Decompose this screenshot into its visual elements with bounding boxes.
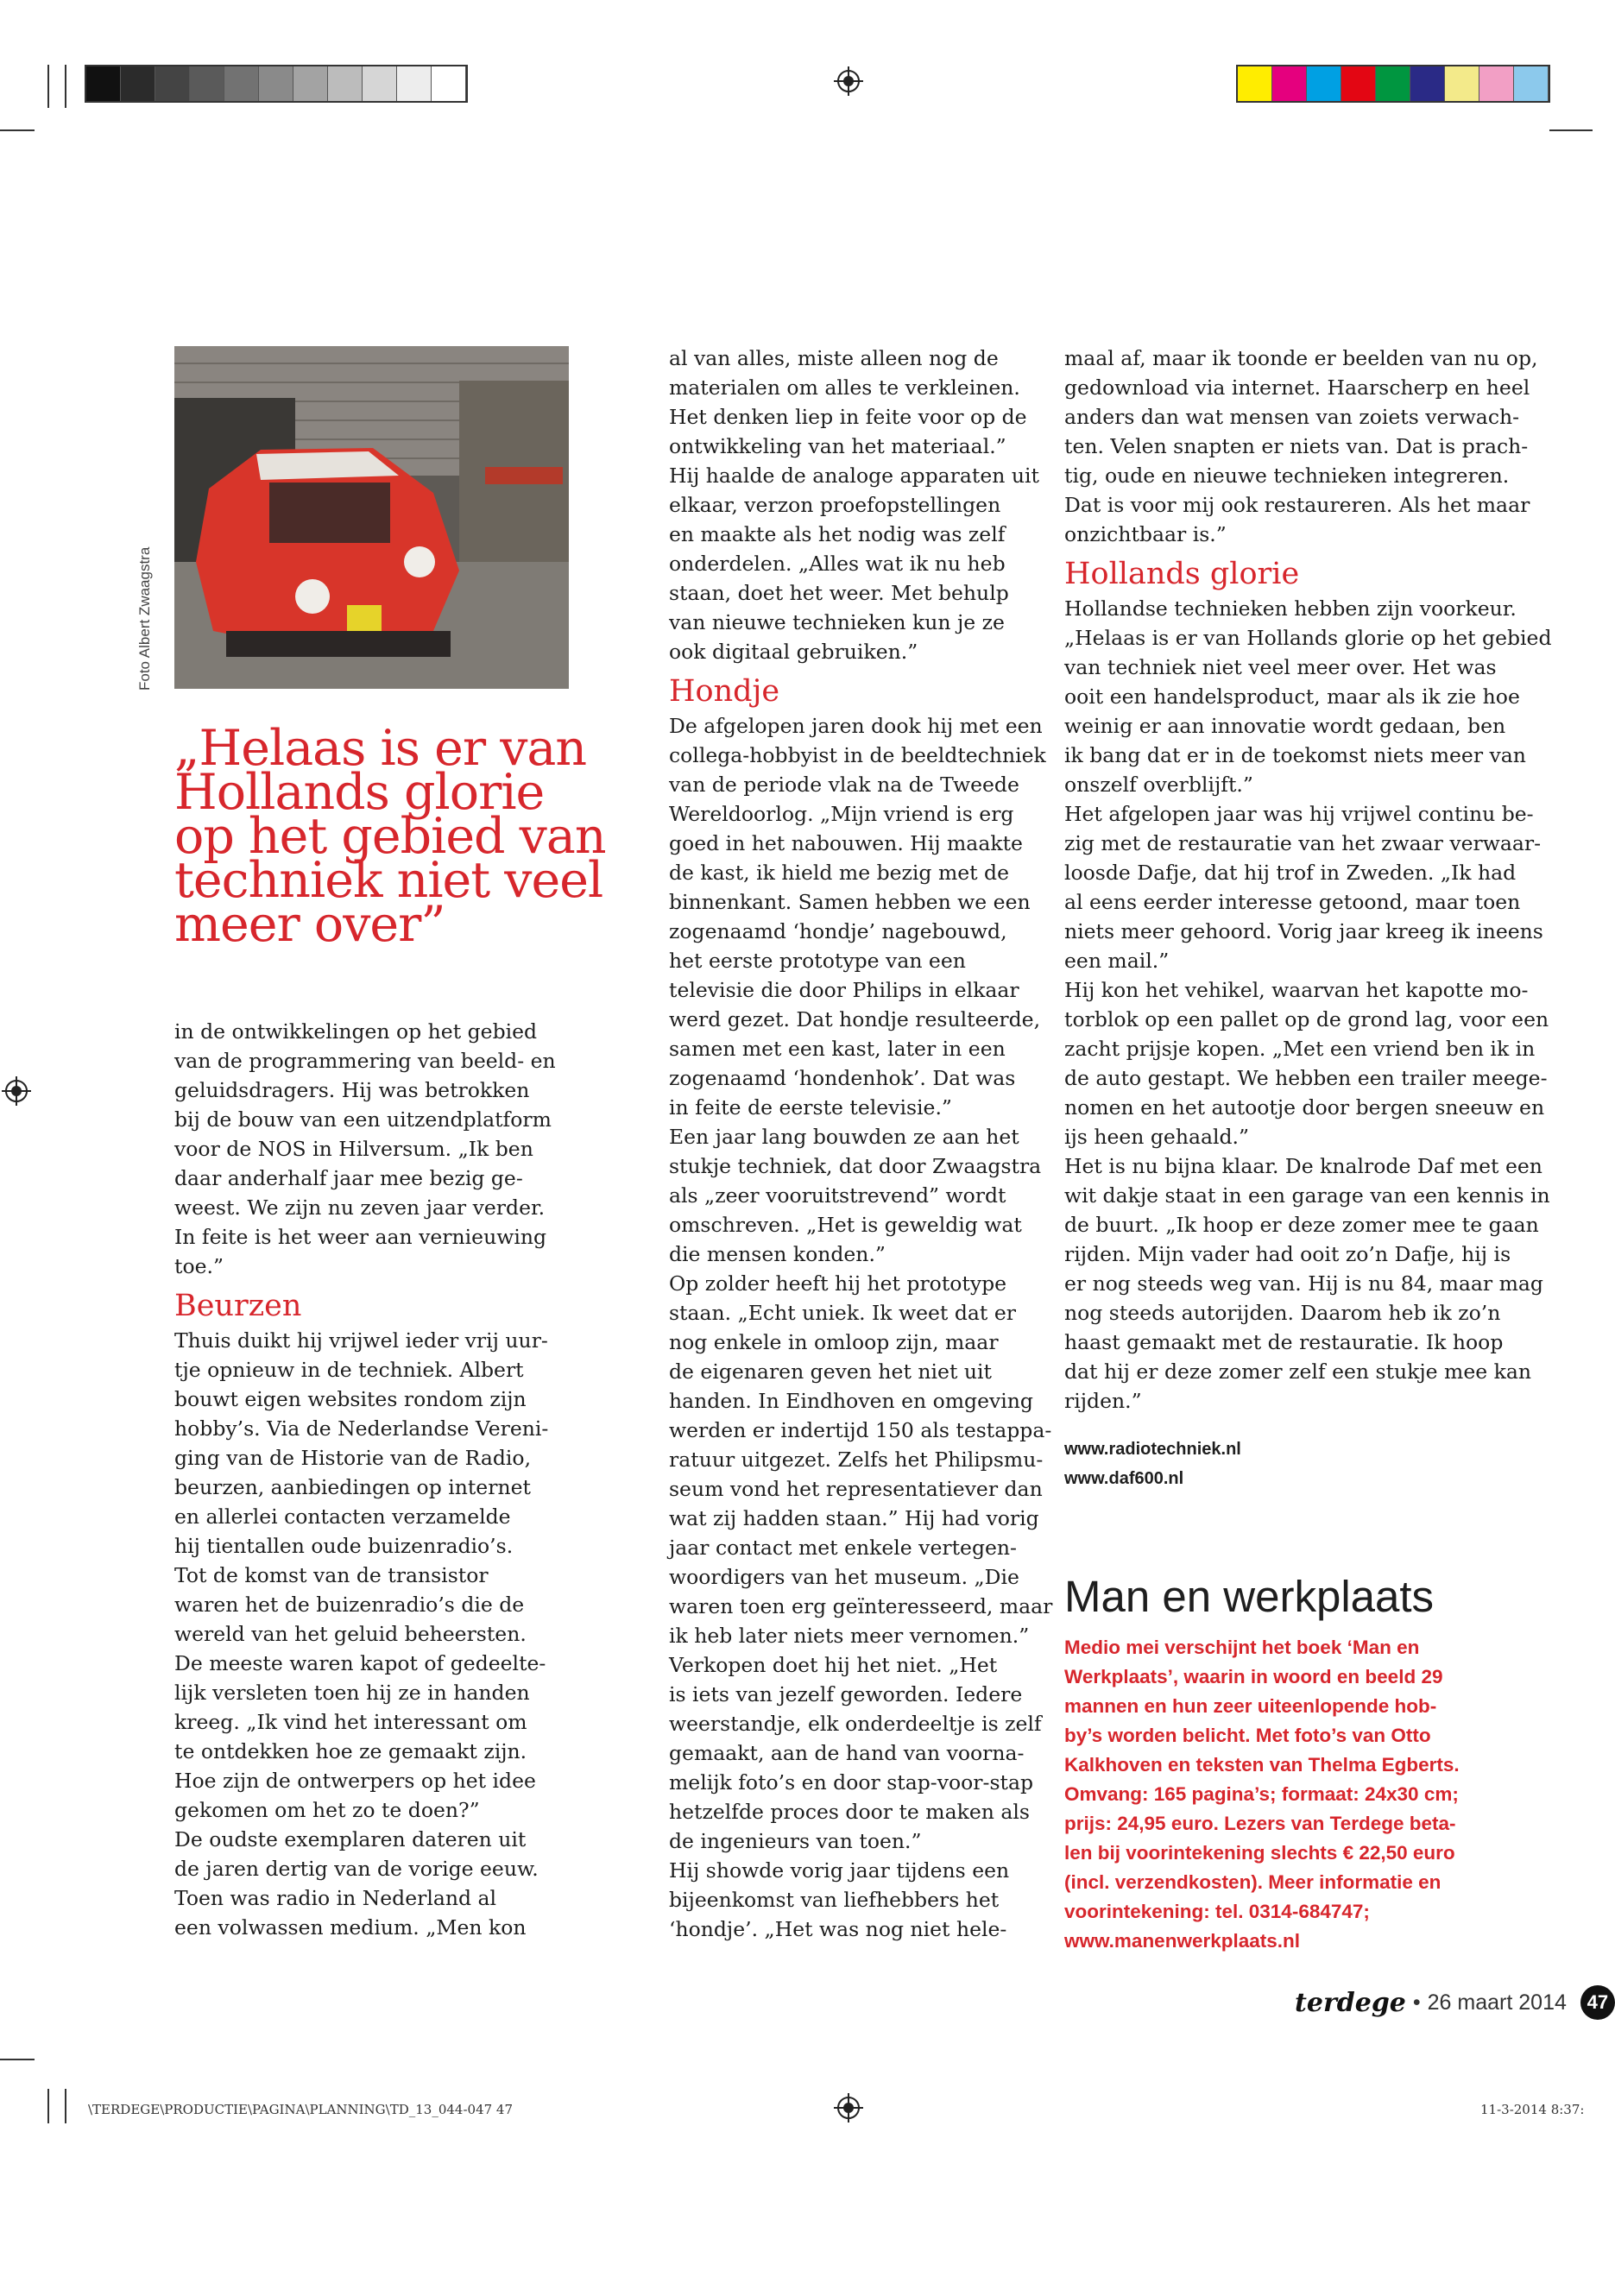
text-line: van de programmering van beeld- en <box>174 1049 556 1073</box>
article-column-2 <box>669 344 1053 1944</box>
pull-quote-line: techniek niet veel <box>174 852 603 909</box>
color-swatch <box>1307 66 1341 101</box>
text-line: de eigenaren geven het niet uit <box>669 1359 992 1384</box>
book-info-line: Kalkhoven en teksten van Thelma Egberts. <box>1064 1754 1460 1776</box>
book-info-line: prijs: 24,95 euro. Lezers van Terdege beta- <box>1064 1813 1456 1834</box>
text-line: rijden.” <box>1064 1389 1142 1413</box>
text-line: loosde Dafje, dat hij trof in Zweden. „Ik had <box>1064 861 1517 885</box>
section-heading-hondje: Hondje <box>669 674 780 709</box>
text-line: ‘hondje’. „Het was nog niet hele- <box>669 1917 1007 1941</box>
text-line: maal af, maar ik toonde er beelden van nu op, <box>1064 346 1538 370</box>
text-line: hij tientallen oude buizenradio’s. <box>174 1534 514 1558</box>
section-heading-hollands-glorie: Hollands glorie <box>1064 557 1300 591</box>
website-link[interactable]: www.daf600.nl <box>1064 1469 1184 1488</box>
text-line: waren toen erg geïnteresseerd, maar <box>669 1594 1053 1618</box>
text-line: werd gezet. Dat hondje resulteerde, <box>669 1007 1041 1031</box>
registration-mark-icon <box>834 66 863 96</box>
text-line: Hij kon het vehikel, waarvan het kapotte mo- <box>1064 978 1529 1002</box>
text-line: bijeenkomst van liefhebbers het <box>669 1888 1000 1912</box>
gray-swatch <box>224 66 259 101</box>
text-line: hetzelfde proces door te maken als <box>669 1800 1030 1824</box>
crop-mark <box>65 65 66 108</box>
text-line: de kast, ik hield me bezig met de <box>669 861 1010 885</box>
text-line: bij de bouw van een uitzendplatform <box>174 1107 552 1132</box>
gray-swatch <box>432 66 466 101</box>
text-line: werden er indertijd 150 als testappa- <box>669 1418 1052 1442</box>
text-line: het eerste prototype van een <box>669 949 966 973</box>
registration-mark-icon <box>2 1076 31 1106</box>
gray-swatch <box>86 66 121 101</box>
text-line: Hij haalde de analoge apparaten uit <box>669 464 1039 488</box>
text-line: zacht prijsje kopen. „Met een vriend ben ik in <box>1064 1037 1536 1061</box>
text-line: weest. We zijn nu zeven jaar verder. <box>174 1195 546 1220</box>
text-line: De meeste waren kapot of gedeelte- <box>174 1651 546 1675</box>
website-link[interactable]: www.radiotechniek.nl <box>1064 1440 1241 1459</box>
text-line: kreeg. „Ik vind het interessant om <box>174 1710 527 1734</box>
text-line: tig, oude en nieuwe technieken integreren. <box>1064 464 1510 488</box>
text-line: hobby’s. Via de Nederlandse Vereni- <box>174 1416 549 1441</box>
column2-paragraph-2 <box>669 711 1053 1944</box>
text-line: handen. In Eindhoven en omgeving <box>669 1389 1033 1413</box>
text-line: Verkopen doet hij het niet. „Het <box>669 1653 998 1677</box>
text-line: De afgelopen jaren dook hij met een <box>669 714 1043 738</box>
text-line: waren het de buizenradio’s die de <box>174 1593 525 1617</box>
pull-quote-line: meer over” <box>174 896 445 953</box>
text-line: en maakte als het nodig was zelf <box>669 522 1006 546</box>
text-line: „Helaas is er van Hollands glorie op het gebied <box>1064 626 1552 650</box>
text-line: ook digitaal gebruiken.” <box>669 640 918 664</box>
text-line: ik bang dat er in de toekomst niets meer van <box>1064 743 1526 767</box>
box-title: Man en werkplaats <box>1064 1572 1435 1621</box>
text-line: wit dakje staat in een garage van een kennis in <box>1064 1183 1550 1208</box>
text-line: onzichtbaar is.” <box>1064 522 1227 546</box>
text-line: als „zeer vooruitstrevend” wordt <box>669 1183 1006 1208</box>
text-line: de auto gestapt. We hebben een trailer meege- <box>1064 1066 1548 1090</box>
text-line: jaar contact met enkele vertegen- <box>669 1536 1017 1560</box>
cmyk-color-bar <box>1236 65 1550 103</box>
text-line: goed in het nabouwen. Hij maakte <box>669 831 1023 855</box>
text-line: ontwikkeling van het materiaal.” <box>669 434 1006 458</box>
gray-swatch <box>259 66 293 101</box>
text-line: anders dan wat mensen van zoiets verwach- <box>1064 405 1520 429</box>
text-line: omschreven. „Het is geweldig wat <box>669 1213 1022 1237</box>
color-swatch <box>1410 66 1445 101</box>
text-line: nog steeds autorijden. Daarom heb ik zo’n <box>1064 1301 1501 1325</box>
book-info-line: Werkplaats’, waarin in woord en beeld 29 <box>1064 1666 1443 1687</box>
text-line: woordigers van het museum. „Die <box>669 1565 1019 1589</box>
text-line: in feite de eerste televisie.” <box>669 1095 952 1120</box>
text-line: gemaakt, aan de hand van voorna- <box>669 1741 1025 1765</box>
text-line: staan. „Echt uniek. Ik weet dat er <box>669 1301 1016 1325</box>
text-line: Op zolder heeft hij het prototype <box>669 1271 1007 1296</box>
pull-quote-line: Hollands glorie <box>174 764 545 821</box>
text-line: binnenkant. Samen hebben we een <box>669 890 1031 914</box>
pull-quote-line: „Helaas is er van <box>174 720 587 777</box>
pull-quote <box>174 720 623 953</box>
text-line: zig met de restauratie van het zwaar verwaar- <box>1064 831 1542 855</box>
column1-paragraph-1 <box>174 1017 554 1281</box>
text-line: torblok op een pallet op de grond lag, voor een <box>1064 1007 1549 1031</box>
text-line: Hoe zijn de ontwerpers op het idee <box>174 1769 536 1793</box>
gray-swatch <box>293 66 328 101</box>
text-line: rijden. Mijn vader had ooit zo’n Dafje, hij is <box>1064 1242 1511 1266</box>
text-line: voor de NOS in Hilversum. „Ik ben <box>174 1137 533 1161</box>
text-line: onderdelen. „Alles wat ik nu heb <box>669 552 1006 576</box>
text-line: ratuur uitgezet. Zelfs het Philipsmu- <box>669 1448 1044 1472</box>
crop-mark <box>65 2089 66 2123</box>
book-info-text <box>1064 1633 1460 1956</box>
text-line: wat zij hadden staan.” Hij had vorig <box>669 1506 1039 1530</box>
text-line: televisie die door Philips in elkaar <box>669 978 1019 1002</box>
text-line: is iets van jezelf geworden. Iedere <box>669 1682 1023 1706</box>
book-info-line: Medio mei verschijnt het boek ‘Man en <box>1064 1637 1420 1658</box>
book-info-line: Omvang: 165 pagina’s; formaat: 24x30 cm; <box>1064 1783 1459 1805</box>
gray-color-bar <box>85 65 468 103</box>
gray-swatch <box>155 66 190 101</box>
text-line: stukje techniek, dat door Zwaagstra <box>669 1154 1042 1178</box>
website-links <box>1064 1435 1548 1493</box>
text-line: Dat is voor mij ook restaureren. Als het maar <box>1064 493 1530 517</box>
text-line: geluidsdragers. Hij was betrokken <box>174 1078 530 1102</box>
text-line: ik heb later niets meer vernomen.” <box>669 1624 1030 1648</box>
text-line: een volwassen medium. „Men kon <box>174 1915 527 1940</box>
text-line: staan, doet het weer. Met behulp <box>669 581 1009 605</box>
book-info-line: by’s worden belicht. Met foto’s van Otto <box>1064 1725 1431 1746</box>
text-line: van de periode vlak na de Tweede <box>669 773 1019 797</box>
page-footer <box>1295 1985 1615 2020</box>
text-line: lijk versleten toen hij ze in handen <box>174 1681 530 1705</box>
text-line: toe.” <box>174 1254 224 1278</box>
text-line: al eens eerder interesse getoond, maar toen <box>1064 890 1521 914</box>
text-line: van nieuwe technieken kun je ze <box>669 610 1005 634</box>
article-column-3 <box>1064 344 1552 1493</box>
text-line: ten. Velen snapten er niets van. Dat is prach- <box>1064 434 1529 458</box>
color-swatch <box>1445 66 1479 101</box>
text-line: haast gemaakt met de restauratie. Ik hoop <box>1064 1330 1504 1354</box>
text-line: een mail.” <box>1064 949 1170 973</box>
text-line: samen met een kast, later in een <box>669 1037 1006 1061</box>
text-line: de buurt. „Ik hoop er deze zomer mee te gaan <box>1064 1213 1539 1237</box>
photo-credit: Foto Albert Zwaagstra <box>136 546 153 691</box>
color-swatch <box>1514 66 1549 101</box>
text-line: beurzen, aanbiedingen op internet <box>174 1475 531 1499</box>
text-line: ooit een handelsproduct, maar als ik zie hoe <box>1064 684 1520 709</box>
color-swatch <box>1479 66 1514 101</box>
text-line: tje opnieuw in de techniek. Albert <box>174 1358 524 1382</box>
color-swatch <box>1272 66 1307 101</box>
book-info-line: voorintekening: tel. 0314-684747; <box>1064 1901 1370 1922</box>
text-line: weerstandje, elk onderdeeltje is zelf <box>669 1712 1042 1736</box>
text-line: wereld van het geluid beheersten. <box>174 1622 527 1646</box>
timestamp-slug: 11-3-2014 8:37: <box>1480 2102 1585 2117</box>
text-line: Tot de komst van de transistor <box>174 1563 489 1587</box>
car-photo <box>174 346 569 689</box>
text-line: en allerlei contacten verzamelde <box>174 1504 511 1529</box>
book-info-line: www.manenwerkplaats.nl <box>1064 1930 1300 1952</box>
text-line: In feite is het weer aan vernieuwing <box>174 1225 547 1249</box>
section-heading-beurzen: Beurzen <box>174 1289 302 1323</box>
text-line: daar anderhalf jaar mee bezig ge- <box>174 1166 523 1190</box>
text-line: melijk foto’s en door stap-voor-stap <box>669 1770 1034 1795</box>
text-line: Het is nu bijna klaar. De knalrode Daf met een <box>1064 1154 1542 1178</box>
book-info-line: len bij voorintekening slechts € 22,50 euro <box>1064 1842 1455 1864</box>
file-path-slug: \TERDEGE\PRODUCTIE\PAGINA\PLANNING\TD_13_044-047 47 <box>88 2102 514 2117</box>
text-line: gekomen om het zo te doen?” <box>174 1798 480 1822</box>
text-line: Hollandse technieken hebben zijn voorkeur. <box>1064 596 1517 621</box>
gray-swatch <box>190 66 224 101</box>
text-line: de jaren dertig van de vorige eeuw. <box>174 1857 539 1881</box>
color-swatch <box>1341 66 1376 101</box>
text-line: Het denken liep in feite voor op de <box>669 405 1027 429</box>
text-line: dat hij er deze zomer zelf een stukje mee kan <box>1064 1359 1532 1384</box>
crop-mark <box>0 129 35 131</box>
crop-mark <box>0 2059 35 2060</box>
registration-mark-icon <box>834 2093 863 2123</box>
text-line: van techniek niet veel meer over. Het was <box>1064 655 1497 679</box>
text-line: Hij showde vorig jaar tijdens een <box>669 1858 1010 1883</box>
text-line: Een jaar lang bouwden ze aan het <box>669 1125 1019 1149</box>
text-line: in de ontwikkelingen op het gebied <box>174 1019 538 1044</box>
text-line: bouwt eigen websites rondom zijn <box>174 1387 527 1411</box>
text-line: seum vond het representatiever dan <box>669 1477 1043 1501</box>
text-line: gedownload via internet. Haarscherp en heel <box>1064 375 1530 400</box>
column3-paragraph-2 <box>1064 594 1552 1416</box>
text-line: De oudste exemplaren dateren uit <box>174 1827 527 1851</box>
text-line: Wereldoorlog. „Mijn vriend is erg <box>669 802 1014 826</box>
article-column-1 <box>174 1017 554 1942</box>
text-line: collega-hobbyist in de beeldtechniek <box>669 743 1046 767</box>
text-line: ging van de Historie van de Radio, <box>174 1446 532 1470</box>
text-line: Toen was radio in Nederland al <box>174 1886 497 1910</box>
text-line: zogenaamd ‘hondje’ nagebouwd, <box>669 919 1007 943</box>
page-number-badge: 47 <box>1580 1985 1615 2020</box>
gray-swatch <box>397 66 432 101</box>
book-info-line: (incl. verzendkosten). Meer informatie en <box>1064 1871 1442 1893</box>
crop-mark <box>47 65 49 108</box>
text-line: Thuis duikt hij vrijwel ieder vrij uur- <box>174 1328 548 1353</box>
text-line: elkaar, verzon proefopstellingen <box>669 493 1001 517</box>
text-line: materialen om alles te verkleinen. <box>669 375 1020 400</box>
pull-quote-line: op het gebied van <box>174 808 606 865</box>
text-line: onszelf overblijft.” <box>1064 773 1253 797</box>
text-line: er nog steeds weg van. Hij is nu 84, maar mag <box>1064 1271 1543 1296</box>
color-swatch <box>1376 66 1410 101</box>
text-line: zogenaamd ‘hondenhok’. Dat was <box>669 1066 1016 1090</box>
book-info-line: mannen en hun zeer uiteenlopende hob- <box>1064 1695 1437 1717</box>
text-line: die mensen konden.” <box>669 1242 886 1266</box>
text-line: de ingenieurs van toen.” <box>669 1829 922 1853</box>
text-line: ijs heen gehaald.” <box>1064 1125 1250 1149</box>
text-line: al van alles, miste alleen nog de <box>669 346 999 370</box>
text-line: weinig er aan innovatie wordt gedaan, ben <box>1064 714 1506 738</box>
column1-paragraph-2 <box>174 1326 554 1942</box>
footer-separator: • <box>1412 1990 1421 2015</box>
text-line: nomen en het autootje door bergen sneeuw en <box>1064 1095 1545 1120</box>
gray-swatch <box>363 66 397 101</box>
crop-mark <box>47 2089 49 2123</box>
text-line: niets meer gehoord. Vorig jaar kreeg ik ineens <box>1064 919 1543 943</box>
text-line: Het afgelopen jaar was hij vrijwel continu be- <box>1064 802 1534 826</box>
gray-swatch <box>328 66 363 101</box>
magazine-logo: terdege <box>1295 1987 1406 2018</box>
gray-swatch <box>121 66 155 101</box>
column3-paragraph-1 <box>1064 344 1548 549</box>
text-line: te ontdekken hoe ze gemaakt zijn. <box>174 1739 527 1763</box>
column2-paragraph-1 <box>669 344 1049 666</box>
text-line: nog enkele in omloop zijn, maar <box>669 1330 999 1354</box>
issue-date: 26 maart 2014 <box>1427 1990 1567 2015</box>
color-swatch <box>1238 66 1272 101</box>
crop-mark <box>1549 129 1593 131</box>
